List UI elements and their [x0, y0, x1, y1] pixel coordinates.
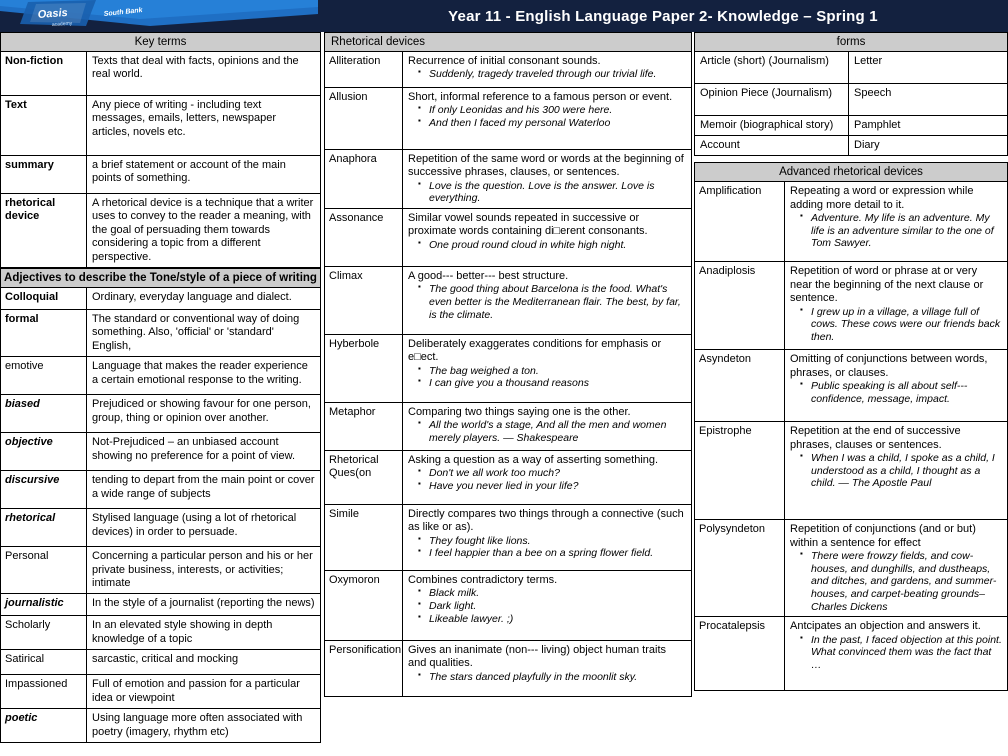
table-row [695, 182, 1008, 262]
term-cell: Metaphor [325, 403, 403, 451]
term-cell: Impassioned [1, 675, 87, 709]
rhetorical-devices-heading: Rhetorical devices [325, 33, 692, 52]
term-cell: Assonance [325, 209, 403, 267]
list-item: ▪ The bag weighed a ton. [418, 365, 686, 378]
table-row [325, 571, 692, 641]
definition-text: A good--- better--- best structure. [408, 270, 569, 282]
example-list [790, 550, 1002, 613]
advanced-devices-table [694, 162, 1008, 691]
definition-text: Repetition at the end of successive phrases, clauses or sentences. [790, 425, 961, 451]
forms-table [694, 32, 1008, 156]
table-row [1, 471, 321, 509]
definition-cell [403, 403, 692, 451]
term-cell: Procatalepsis [695, 617, 785, 691]
rhetorical-devices-table [324, 32, 692, 697]
example-list [408, 671, 686, 684]
definition-cell: Any piece of writing - including text messages, emails, letters, newspaper articles, novels etc. [87, 96, 321, 156]
definition-cell [403, 505, 692, 571]
table-row [325, 505, 692, 571]
list-item: ▪ Suddenly, tragedy traveled through our trivial life. [418, 68, 686, 81]
term-cell: Hyberbole [325, 335, 403, 403]
term-cell: discursive [1, 471, 87, 509]
form-right-cell: Pamphlet [849, 116, 1008, 136]
definition-cell [785, 617, 1008, 691]
term-cell: Text [1, 96, 87, 156]
list-item: ▪ When I was a child, I spoke as a child, I understood as a child, I thought as a child. — The Apostle Paul [800, 452, 1002, 490]
example-list [790, 306, 1002, 344]
table-row [695, 350, 1008, 422]
key-terms-heading: Key terms [1, 33, 321, 52]
table-row [695, 617, 1008, 691]
list-item: ▪ Black milk. [418, 587, 686, 600]
table-row [325, 641, 692, 697]
forms-header-row [695, 33, 1008, 52]
key-terms-table [0, 32, 321, 268]
list-item: ▪ Public speaking is all about self--- confidence, message, impact. [800, 380, 1002, 405]
term-cell: Colloquial [1, 288, 87, 310]
term-cell: Anadiplosis [695, 262, 785, 350]
table-row [695, 136, 1008, 156]
definition-cell: Texts that deal with facts, opinions and the real world. [87, 52, 321, 96]
form-left-cell: Opinion Piece (Journalism) [695, 84, 849, 116]
list-item: ▪ I grew up in a village, a village full of cows. These cows were our friends back then. [800, 306, 1002, 344]
form-right-cell: Speech [849, 84, 1008, 116]
adjectives-header-row [1, 269, 321, 288]
definition-cell [785, 520, 1008, 617]
definition-cell [403, 267, 692, 335]
table-row [1, 156, 321, 194]
definition-cell [403, 451, 692, 505]
table-row [325, 209, 692, 267]
definition-cell [785, 182, 1008, 262]
definition-cell [785, 422, 1008, 520]
definition-cell: Prejudiced or showing favour for one person, group, thing or opinion over another. [87, 395, 321, 433]
example-list [408, 535, 686, 560]
school-logo [0, 0, 318, 32]
term-cell: Personification [325, 641, 403, 697]
page-banner [0, 0, 1008, 32]
oasis-academy-logo-icon [0, 0, 318, 32]
term-cell: Scholarly [1, 616, 87, 650]
list-item: ▪ I feel happier than a bee on a spring flower field. [418, 547, 686, 560]
table-row [325, 451, 692, 505]
table-row [695, 520, 1008, 617]
page-title: Year 11 - English Language Paper 2- Knowledge – Spring 1 [448, 7, 878, 25]
term-cell: formal [1, 310, 87, 357]
table-row [1, 709, 321, 743]
example-list [408, 180, 686, 205]
table-row [695, 262, 1008, 350]
term-cell: rhetorical device [1, 194, 87, 268]
definition-text: Directly compares two things through a connective (such as like or as). [408, 508, 684, 534]
list-item: ▪ The stars danced playfully in the moonlit sky. [418, 671, 686, 684]
table-row [695, 84, 1008, 116]
form-left-cell: Article (short) (Journalism) [695, 52, 849, 84]
table-row [1, 675, 321, 709]
term-cell: Alliteration [325, 52, 403, 88]
definition-cell: In an elevated style showing in depth knowledge of a topic [87, 616, 321, 650]
rhetorical-devices-header-row [325, 33, 692, 52]
term-cell: poetic [1, 709, 87, 743]
definition-text: Recurrence of initial consonant sounds. [408, 55, 601, 67]
example-list [408, 68, 686, 81]
list-item: ▪ Don't we all work too much? [418, 467, 686, 480]
table-row [1, 194, 321, 268]
list-item: ▪ Adventure. My life is an adventure. My life is an adventure similar to the one of Tom Sawyer. [800, 212, 1002, 250]
form-right-cell: Diary [849, 136, 1008, 156]
definition-cell [403, 150, 692, 209]
term-cell: emotive [1, 357, 87, 395]
definition-text: Comparing two things saying one is the other. [408, 406, 631, 418]
example-list [790, 380, 1002, 405]
definition-text: Asking a question as a way of asserting something. [408, 454, 659, 466]
table-row [325, 335, 692, 403]
definition-text: Repetition of conjunctions (and or but) within a sentence for effect [790, 523, 976, 549]
table-row [1, 96, 321, 156]
definition-text: Repetition of the same word or words at the beginning of successive phrases, clauses, or sentences. [408, 153, 684, 179]
definition-text: Similar vowel sounds repeated in successive or proximate words containing di□erent consonants. [408, 212, 648, 238]
definition-text: Antcipates an objection and answers it. [790, 620, 981, 633]
term-cell: Allusion [325, 88, 403, 150]
definition-cell: a brief statement or account of the main points of something. [87, 156, 321, 194]
table-row [1, 594, 321, 616]
definition-cell [785, 262, 1008, 350]
example-list [408, 239, 686, 252]
term-cell: Epistrophe [695, 422, 785, 520]
definition-cell: sarcastic, critical and mocking [87, 650, 321, 675]
example-list [790, 212, 1002, 250]
example-list [408, 419, 686, 444]
definition-cell: Ordinary, everyday language and dialect. [87, 288, 321, 310]
table-row [325, 88, 692, 150]
definition-cell: Full of emotion and passion for a particular idea or viewpoint [87, 675, 321, 709]
adjectives-heading: Adjectives to describe the Tone/style of a piece of writing [1, 269, 321, 288]
example-list [790, 452, 1002, 490]
definition-cell [403, 335, 692, 403]
example-list [790, 634, 1002, 672]
term-cell: Climax [325, 267, 403, 335]
term-cell: rhetorical [1, 509, 87, 547]
definition-text: Omitting of conjunctions between words, phrases, or clauses. [790, 353, 988, 379]
svg-text:academy: academy [51, 20, 73, 28]
list-item: ▪ Love is the question. Love is the answer. Love is everything. [418, 180, 686, 205]
definition-cell: Using language more often associated with poetry (imagery, rhythm etc) [87, 709, 321, 743]
term-cell: Satirical [1, 650, 87, 675]
term-cell: Amplification [695, 182, 785, 262]
table-row [325, 150, 692, 209]
table-row [1, 310, 321, 357]
key-terms-header-row [1, 33, 321, 52]
definition-cell: The standard or conventional way of doing something. Also, 'official' or 'standard' English, [87, 310, 321, 357]
right-column [694, 32, 1008, 691]
form-right-cell: Letter [849, 52, 1008, 84]
definition-text: Short, informal reference to a famous person or event. [408, 91, 673, 103]
list-item: ▪ Likeable lawyer. ;) [418, 613, 686, 626]
list-item: ▪ They fought like lions. [418, 535, 686, 548]
table-row [325, 52, 692, 88]
svg-text:South Bank: South Bank [103, 6, 143, 18]
table-row [1, 288, 321, 310]
example-list [408, 587, 686, 625]
definition-text: Gives an inanimate (non--- living) object human traits and qualities. [408, 644, 667, 670]
table-row [1, 650, 321, 675]
example-list [408, 104, 686, 129]
term-cell: Non-fiction [1, 52, 87, 96]
list-item: ▪ I can give you a thousand reasons [418, 377, 686, 390]
term-cell: Oxymoron [325, 571, 403, 641]
example-list [408, 467, 686, 492]
definition-cell [785, 350, 1008, 422]
table-row [1, 395, 321, 433]
definition-cell [403, 88, 692, 150]
definition-cell: A rhetorical device is a technique that a writer uses to convey to the reader a meaning, with the goal of persuading them towards considering a topic from a different perspective. [87, 194, 321, 268]
definition-cell: tending to depart from the main point or cover a wide range of subjects [87, 471, 321, 509]
definition-cell: Not-Prejudiced – an unbiased account showing no preference for a point of view. [87, 433, 321, 471]
term-cell: biased [1, 395, 87, 433]
table-row [325, 403, 692, 451]
table-row [1, 52, 321, 96]
example-list [408, 283, 686, 321]
list-item: ▪ There were frowzy fields, and cow-houses, and dunghills, and dustheaps, and ditches, and gardens, and summer-houses, and carpet-beating grounds– Charles Dickens [800, 550, 1002, 613]
middle-column [324, 32, 692, 697]
table-row [1, 357, 321, 395]
list-item: ▪ The good thing about Barcelona is the food. What's even better is the Mediterranean flair. The best, by far, is the climate. [418, 283, 686, 321]
list-item: ▪ If only Leonidas and his 300 were here. [418, 104, 686, 117]
list-item: ▪ In the past, I faced objection at this point. What convinced them was the fact that … [800, 634, 1002, 672]
table-row [1, 433, 321, 471]
list-item: ▪ Have you never lied in your life? [418, 480, 686, 493]
table-row [1, 547, 321, 594]
definition-text: Deliberately exaggerates conditions for emphasis or e□ect. [408, 338, 662, 364]
definition-cell: Stylised language (using a lot of rhetorical devices) in order to persuade. [87, 509, 321, 547]
forms-heading: forms [695, 33, 1008, 52]
adjectives-table [0, 268, 321, 743]
table-row [325, 267, 692, 335]
form-left-cell: Account [695, 136, 849, 156]
table-row [1, 509, 321, 547]
definition-cell: Concerning a particular person and his or her private business, interests, or activities; intimate [87, 547, 321, 594]
definition-text: Repetition of word or phrase at or very near the beginning of the next clause or sentence. [790, 265, 984, 305]
term-cell: Asyndeton [695, 350, 785, 422]
svg-text:Oasis: Oasis [37, 6, 69, 21]
term-cell: Anaphora [325, 150, 403, 209]
term-cell: Rhetorical Ques(on [325, 451, 403, 505]
left-column [0, 32, 321, 743]
example-list [408, 365, 686, 390]
definition-cell: In the style of a journalist (reporting the news) [87, 594, 321, 616]
definition-cell [403, 52, 692, 88]
list-item: ▪ All the world's a stage, And all the men and women merely players. — Shakespeare [418, 419, 686, 444]
list-item: ▪ And then I faced my personal Waterloo [418, 117, 686, 130]
definition-text: Repeating a word or expression while adding more detail to it. [790, 185, 974, 211]
table-row [695, 52, 1008, 84]
term-cell: Polysyndeton [695, 520, 785, 617]
advanced-devices-header-row [695, 163, 1008, 182]
definition-cell: Language that makes the reader experience a certain emotional response to the writing. [87, 357, 321, 395]
term-cell: summary [1, 156, 87, 194]
list-item: ▪ Dark light. [418, 600, 686, 613]
term-cell: objective [1, 433, 87, 471]
table-row [1, 616, 321, 650]
list-item: ▪ One proud round cloud in white high night. [418, 239, 686, 252]
definition-cell [403, 641, 692, 697]
definition-text: Combines contradictory terms. [408, 574, 558, 586]
table-row [695, 422, 1008, 520]
advanced-devices-heading: Advanced rhetorical devices [695, 163, 1008, 182]
table-row [695, 116, 1008, 136]
term-cell: Simile [325, 505, 403, 571]
term-cell: Personal [1, 547, 87, 594]
term-cell: journalistic [1, 594, 87, 616]
form-left-cell: Memoir (biographical story) [695, 116, 849, 136]
definition-cell [403, 209, 692, 267]
definition-cell [403, 571, 692, 641]
